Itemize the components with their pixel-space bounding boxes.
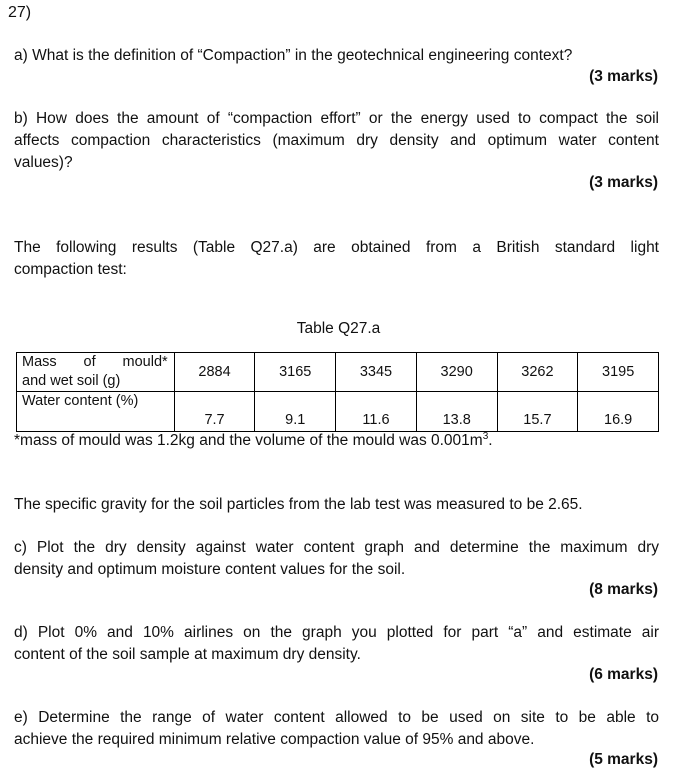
part-e-line-1: e) Determine the range of water content allowed to be used on site to be able to [14,709,659,726]
water-content-cell: 9.1 [255,392,336,432]
row-header-water-content: Water content (%) [17,392,175,432]
water-content-cell: 15.7 [497,392,578,432]
part-b-line-1: b) How does the amount of “compaction effort” or the energy used to compact the soil [14,110,659,127]
table-row-mass [17,353,659,392]
compaction-results-table [16,352,659,432]
question-number: 27) [8,4,32,21]
row-header-mass-line-2: and wet soil (g) [22,373,121,389]
part-d-line-1: d) Plot 0% and 10% airlines on the graph you plotted for part “a” and estimate air [14,624,659,641]
part-e-marks: (5 marks) [589,751,658,768]
part-c-line-2: density and optimum moisture content values for the soil. [14,561,406,578]
mass-value-cell: 3290 [416,353,497,392]
mass-value-cell: 3345 [336,353,417,392]
water-content-cell: 13.8 [416,392,497,432]
part-e-line-2: achieve the required minimum relative compaction value of 95% and above. [14,731,535,748]
footnote-end: . [488,432,493,450]
mass-value-cell: 3165 [255,353,336,392]
of-label-part: of [83,354,96,370]
part-c-line-1: c) Plot the dry density against water content graph and determine the maximum dry [14,539,659,556]
table-footnote [14,431,493,450]
part-b-marks: (3 marks) [589,174,658,191]
water-content-cell: 7.7 [174,392,255,432]
part-a-marks: (3 marks) [589,68,658,85]
part-d-marks: (6 marks) [589,666,658,683]
mass-value-cell: 3195 [578,353,659,392]
intro-line-1: The following results (Table Q27.a) are obtained from a British standard light [14,239,659,256]
intro-line-2: compaction test: [14,261,127,278]
footnote-text: *mass of mould was 1.2kg and the volume of the mould was 0.001m [14,432,483,450]
part-d-line-2: content of the soil sample at maximum dry density. [14,646,361,663]
table-caption: Table Q27.a [296,320,381,337]
mass-label-part: Mass [22,354,57,370]
part-a-text: a) What is the definition of “Compaction” in the geotechnical engineering context? [14,47,573,64]
row-header-mass-line-1 [22,353,174,372]
mould-label-part: mould* [122,354,168,370]
part-c-marks: (8 marks) [589,581,658,598]
water-content-cell: 11.6 [336,392,417,432]
table-row-water-content [17,392,659,432]
part-b-line-2: affects compaction characteristics (maximum dry density and optimum water content [14,132,659,149]
specific-gravity-text: The specific gravity for the soil particles from the lab test was measured to be 2.65. [14,496,583,513]
mass-value-cell: 3262 [497,353,578,392]
mass-value-cell: 2884 [174,353,255,392]
footnote-superscript: 3 [482,431,489,442]
part-b-line-3: values)? [14,154,73,171]
water-content-cell: 16.9 [578,392,659,432]
row-header-mass [17,353,175,392]
